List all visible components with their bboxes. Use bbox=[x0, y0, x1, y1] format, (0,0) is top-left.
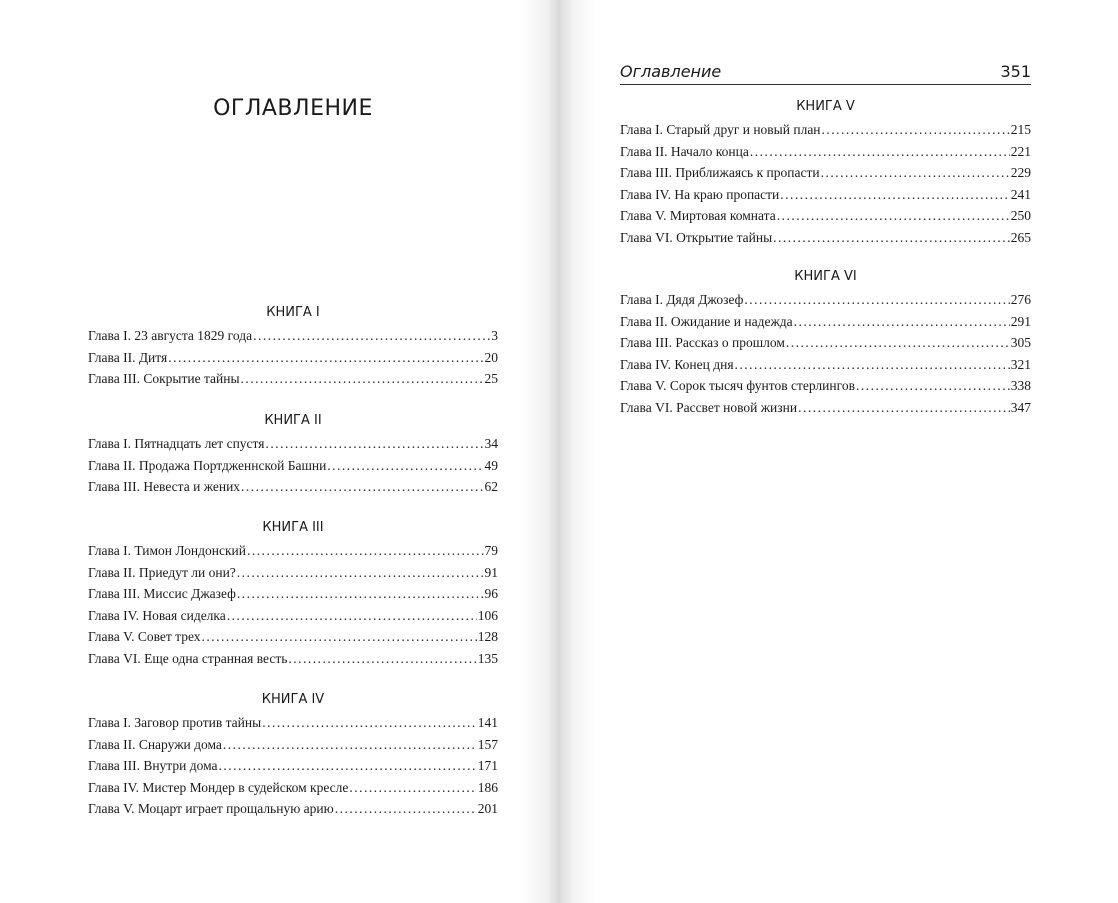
dot-leader bbox=[821, 162, 1010, 184]
chapter-page: 276 bbox=[1010, 292, 1031, 307]
dot-leader bbox=[735, 354, 1010, 376]
chapter-page: 49 bbox=[484, 457, 498, 473]
book-section bbox=[88, 411, 498, 498]
toc-entry[interactable] bbox=[620, 205, 1031, 227]
dot-leader bbox=[241, 368, 484, 390]
dot-leader bbox=[794, 311, 1010, 333]
chapter-page: 79 bbox=[484, 543, 498, 558]
dot-leader bbox=[335, 798, 477, 820]
chapter-page: 291 bbox=[1010, 313, 1031, 329]
dot-leader bbox=[750, 141, 1010, 163]
toc-entry[interactable] bbox=[620, 289, 1031, 311]
chapter-page: 186 bbox=[477, 779, 498, 795]
chapter-title: Глава II. Ожидание и надежда bbox=[620, 313, 793, 329]
book-section bbox=[620, 97, 1031, 248]
book-title: КНИГА II bbox=[264, 413, 322, 428]
running-title: Оглавление bbox=[620, 62, 722, 81]
book-title: КНИГА V bbox=[796, 99, 855, 114]
chapter-title: Глава VI. Рассвет новой жизни bbox=[620, 399, 798, 415]
chapter-title: Глава VI. Открытие тайны bbox=[620, 229, 773, 245]
chapter-page: 201 bbox=[477, 801, 498, 816]
dot-leader bbox=[822, 119, 1010, 141]
chapter-page: 34 bbox=[484, 436, 498, 451]
chapter-title: Глава I. Пятнадцать лет спустя bbox=[88, 436, 265, 451]
chapter-title: Глава I. Тимон Лондонский bbox=[88, 543, 246, 558]
chapter-page: 3 bbox=[491, 328, 498, 343]
toc-entry[interactable] bbox=[88, 540, 498, 562]
chapter-title: Глава V. Миртовая комната bbox=[620, 208, 776, 223]
chapter-title: Глава III. Невеста и жених bbox=[88, 479, 241, 494]
chapter-page: 338 bbox=[1010, 378, 1031, 393]
chapter-page: 171 bbox=[477, 758, 498, 773]
chapter-page: 96 bbox=[484, 586, 498, 601]
toc-entry[interactable] bbox=[88, 433, 498, 455]
book-section bbox=[88, 303, 498, 390]
toc-entry[interactable] bbox=[88, 734, 498, 756]
toc-entry[interactable] bbox=[88, 368, 498, 390]
chapter-title: Глава II. Продажа Портдженнской Башни bbox=[88, 457, 327, 473]
chapter-page: 135 bbox=[477, 650, 498, 666]
dot-leader bbox=[262, 712, 477, 734]
chapter-title: Глава II. Начало конца bbox=[620, 143, 749, 159]
toc-entry[interactable] bbox=[620, 354, 1031, 376]
chapter-page: 321 bbox=[1010, 356, 1031, 372]
chapter-page: 62 bbox=[484, 479, 498, 494]
dot-leader bbox=[253, 325, 490, 347]
chapter-page: 347 bbox=[1010, 399, 1031, 415]
toc-entry[interactable] bbox=[620, 375, 1031, 397]
dot-leader bbox=[241, 476, 483, 498]
page-number: 351 bbox=[1000, 62, 1031, 81]
book-section bbox=[88, 518, 498, 669]
chapter-page: 229 bbox=[1010, 165, 1031, 180]
book-section bbox=[620, 267, 1031, 418]
chapter-page: 157 bbox=[477, 736, 498, 752]
chapter-page: 241 bbox=[1010, 186, 1031, 202]
chapter-page: 221 bbox=[1010, 143, 1031, 159]
toc-entry[interactable] bbox=[620, 227, 1031, 249]
dot-leader bbox=[288, 648, 476, 670]
toc-entry[interactable] bbox=[88, 712, 498, 734]
toc-entry[interactable] bbox=[620, 184, 1031, 206]
chapter-page: 305 bbox=[1010, 335, 1031, 350]
toc-entry[interactable] bbox=[88, 755, 498, 777]
toc-entry[interactable] bbox=[88, 455, 498, 477]
chapter-title: Глава IV. Мистер Мондер в судейском кресле bbox=[88, 779, 349, 795]
toc-entry[interactable] bbox=[88, 325, 498, 347]
chapter-title: Глава II. Дитя bbox=[88, 349, 168, 365]
book-section bbox=[88, 690, 498, 820]
dot-leader bbox=[349, 777, 476, 799]
toc-entry[interactable] bbox=[88, 347, 498, 369]
book-title: КНИГА VI bbox=[794, 269, 857, 284]
running-head bbox=[620, 60, 1031, 85]
chapter-title: Глава IV. Конец дня bbox=[620, 356, 734, 372]
chapter-page: 128 bbox=[477, 629, 498, 644]
chapter-title: Глава I. 23 августа 1829 года bbox=[88, 328, 253, 343]
dot-leader bbox=[773, 227, 1010, 249]
toc-entry[interactable] bbox=[88, 583, 498, 605]
chapter-page: 141 bbox=[477, 715, 498, 730]
dot-leader bbox=[237, 583, 484, 605]
toc-entry[interactable] bbox=[620, 162, 1031, 184]
dot-leader bbox=[202, 626, 477, 648]
dot-leader bbox=[780, 184, 1009, 206]
dot-leader bbox=[786, 332, 1010, 354]
dot-leader bbox=[247, 540, 484, 562]
chapter-title: Глава I. Заговор против тайны bbox=[88, 715, 262, 730]
dot-leader bbox=[856, 375, 1010, 397]
toc-entry[interactable] bbox=[88, 476, 498, 498]
toc-entry[interactable] bbox=[88, 648, 498, 670]
toc-entry[interactable] bbox=[620, 119, 1031, 141]
chapter-page: 20 bbox=[484, 349, 498, 365]
toc-entry[interactable] bbox=[620, 332, 1031, 354]
chapter-title: Глава VI. Еще одна странная весть bbox=[88, 650, 288, 666]
chapter-title: Глава IV. На краю пропасти bbox=[620, 186, 780, 202]
toc-entry[interactable] bbox=[88, 626, 498, 648]
chapter-title: Глава III. Рассказ о прошлом bbox=[620, 335, 785, 350]
toc-entry[interactable] bbox=[620, 141, 1031, 163]
toc-entry[interactable] bbox=[88, 777, 498, 799]
chapter-title: Глава IV. Новая сиделка bbox=[88, 607, 226, 623]
chapter-title: Глава II. Снаружи дома bbox=[88, 736, 222, 752]
gutter-shadow bbox=[560, 0, 596, 903]
dot-leader bbox=[327, 455, 483, 477]
dot-leader bbox=[168, 347, 483, 369]
chapter-title: Глава III. Внутри дома bbox=[88, 758, 218, 773]
chapter-title: Глава III. Сокрытие тайны bbox=[88, 371, 240, 386]
book-title: КНИГА IV bbox=[261, 692, 325, 707]
chapter-page: 265 bbox=[1010, 229, 1031, 245]
dot-leader bbox=[798, 397, 1010, 419]
chapter-title: Глава V. Моцарт играет прощальную арию bbox=[88, 801, 334, 816]
chapter-title: Глава V. Совет трех bbox=[88, 629, 201, 644]
toc-entry[interactable] bbox=[88, 605, 498, 627]
chapter-page: 215 bbox=[1010, 122, 1031, 137]
chapter-title: Глава I. Дядя Джозеф bbox=[620, 292, 744, 307]
toc-heading: ОГЛАВЛЕНИЕ bbox=[213, 96, 373, 121]
toc-entry[interactable] bbox=[620, 397, 1031, 419]
chapter-page: 250 bbox=[1010, 208, 1031, 223]
book-title: КНИГА I bbox=[266, 305, 320, 320]
dot-leader bbox=[223, 734, 477, 756]
chapter-page: 25 bbox=[484, 371, 498, 386]
book-title: КНИГА III bbox=[262, 520, 324, 535]
dot-leader bbox=[237, 562, 484, 584]
dot-leader bbox=[219, 755, 477, 777]
chapter-title: Глава II. Приедут ли они? bbox=[88, 564, 236, 580]
toc-entry[interactable] bbox=[88, 798, 498, 820]
chapter-page: 91 bbox=[484, 564, 498, 580]
gutter-shadow bbox=[520, 0, 560, 903]
toc-entry[interactable] bbox=[620, 311, 1031, 333]
dot-leader bbox=[227, 605, 477, 627]
toc-entry[interactable] bbox=[88, 562, 498, 584]
dot-leader bbox=[777, 205, 1010, 227]
chapter-page: 106 bbox=[477, 607, 498, 623]
chapter-title: Глава V. Сорок тысяч фунтов стерлингов bbox=[620, 378, 855, 393]
dot-leader bbox=[265, 433, 483, 455]
chapter-title: Глава III. Миссис Джазеф bbox=[88, 586, 236, 601]
dot-leader bbox=[744, 289, 1009, 311]
chapter-title: Глава III. Приближаясь к пропасти bbox=[620, 165, 820, 180]
chapter-title: Глава I. Старый друг и новый план bbox=[620, 122, 821, 137]
